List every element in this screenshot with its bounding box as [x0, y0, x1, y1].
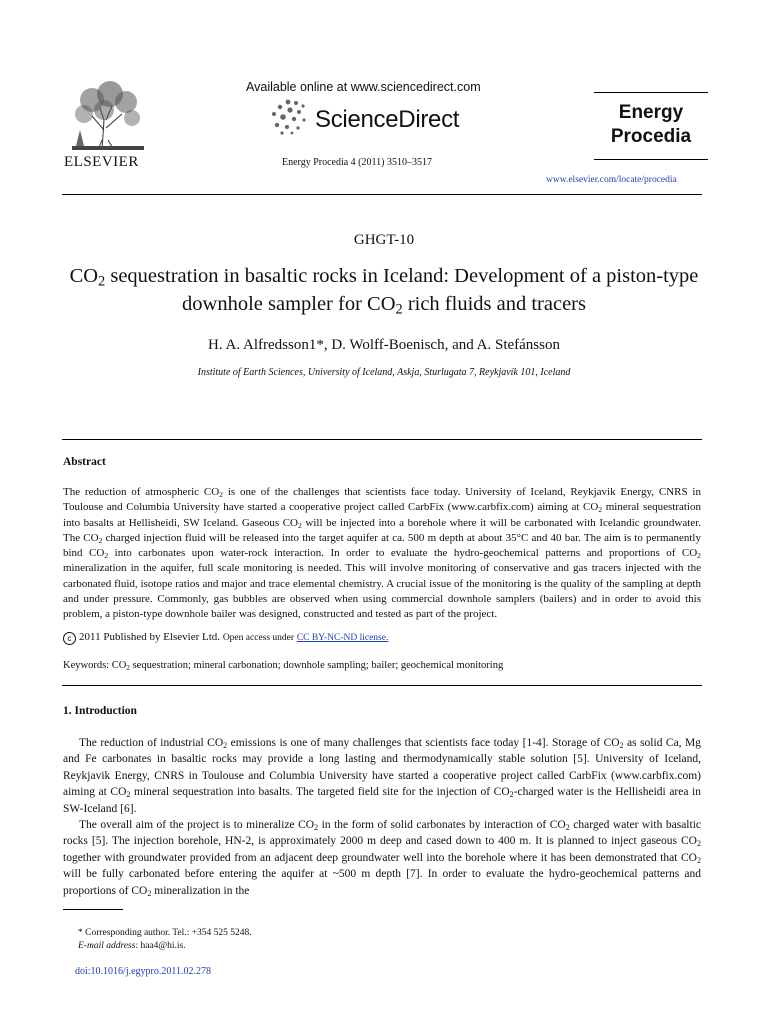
author-affiliation: Institute of Earth Sciences, University of Iceland, Askja, Sturlugata 7, Reykjavík 101, Iceland	[197, 367, 571, 378]
corresponding-author-note: * Corresponding author. Tel.: +354 525 5248.	[78, 928, 252, 938]
intro-paragraph-2: The overall aim of the project is to mineralize $CO_2$ in the form of solid carbonates by interaction of $CO_2$ charged water with basaltic rocks [5]. The injection borehole, HN-2, is approximately 2000 m deep and cased down to 400 m. It is planned to inject gaseous $CO_2$ together with groundwater provided from an adjacent deep groundwater well into the borehole where it has been demonstrated that $CO_2$ will be fully carbonated before entering the aquifer at ~500 m depth [7]. In order to evaluate the hydro-geochemical patterns and proportions of $CO_2$ mineralization in the	[63, 819, 701, 898]
abstract-bottom-divider	[62, 685, 702, 686]
sciencedirect-dots-icon	[268, 98, 312, 136]
paper-authors: H. A. Alfredsson1*, D. Wolff-Boenisch, and A. Stefánsson	[208, 337, 560, 353]
copyright-line: c 2011 Published by Elsevier Ltd. Open access under CC BY-NC-ND license.	[63, 631, 388, 645]
footnote-divider	[63, 909, 123, 910]
publisher-name: ELSEVIER	[64, 154, 139, 170]
introduction-body	[63, 735, 701, 899]
journal-citation: Energy Procedia 4 (2011) 3510–3517	[282, 157, 432, 168]
doi-link[interactable]: doi:10.1016/j.egypro.2011.02.278	[75, 966, 212, 977]
abstract-heading: Abstract	[63, 456, 106, 468]
elsevier-tree-logo	[62, 80, 154, 152]
abstract-body: The reduction of atmospheric $CO_2$ is one of the challenges that scientists face today. University of Iceland, Reykjavik Energy, CNRS in Toulouse and Columbia University have started a cooperative project called CarbFix (www.carbfix.com) aiming at $CO_2$ mineral sequestration into basalts at Hellisheidi, SW Iceland. Gaseous $CO_2$ will be injected into a borehole where it will be carbonated with Icelandic groundwater. The $CO_2$ charged injection fluid will be released into the target aquifer at ca. 500 m depth at about 35°C and 40 bar. The aim is to permanently bind $CO_2$ into carbonates upon water-rock interaction. In order to evaluate the hydro-geochemical patterns and proportions of $CO_2$ mineralization in the aquifer, full scale monitoring is needed. This will involve monitoring of conservative and gas tracers injected with the carbonated fluid, isotope ratios and major and trace elemental chemistry. A crucial issue of the monitoring is the quality of the sampling at depth and under pressure. Commonly, gas bubbles are observed when using commercial downhole samplers (bailers) and in order to avoid this problem, a piston-type downhole bailer was designed, constructed and tested as part of the project.	[63, 486, 701, 621]
abstract-top-divider	[62, 439, 702, 440]
journal-title-line1: Energy	[618, 102, 684, 123]
license-link[interactable]: CC BY-NC-ND license.	[296, 633, 389, 643]
header-divider	[62, 194, 702, 195]
journal-title-box	[594, 92, 708, 160]
intro-paragraph-1: The reduction of industrial $CO_2$ emissions is one of many challenges that scientists face today [1-4]. Storage of $CO_2$ as solid Ca, Mg and Fe carbonates in basaltic rocks may provide a long lasting and thermodynamically stable solution [5]. University of Iceland, Reykjavik Energy, CNRS in Toulouse and Columbia University have started a cooperative project called CarbFix (www.carbfix.com) aiming at $CO_2$ mineral sequestration into basalts. The targeted field site for the injection of $CO_2$-charged water is the Hellisheidi area in SW-Iceland [6].	[63, 737, 702, 815]
available-online-text[interactable]: Available online at www.sciencedirect.com	[246, 80, 481, 94]
journal-title-line2: Procedia	[610, 126, 692, 147]
paper-title: $CO_2$ sequestration in basaltic rocks in Iceland: Development of a piston-type downhole sampler for $CO_2$ rich fluids and tracers	[69, 265, 699, 318]
keywords-line: Keywords: $CO_2$ sequestration; mineral carbonation; downhole sampling; bailer; geochemical monitoring	[63, 660, 504, 672]
copyright-icon: c	[63, 632, 76, 645]
sciencedirect-wordmark: ScienceDirect	[315, 106, 460, 133]
email-note: E-mail address: haa4@hi.is.	[78, 941, 186, 951]
section-heading-introduction: 1. Introduction	[63, 705, 137, 717]
conference-name: GHGT-10	[353, 232, 415, 248]
journal-url-link[interactable]: www.elsevier.com/locate/procedia	[546, 175, 677, 185]
